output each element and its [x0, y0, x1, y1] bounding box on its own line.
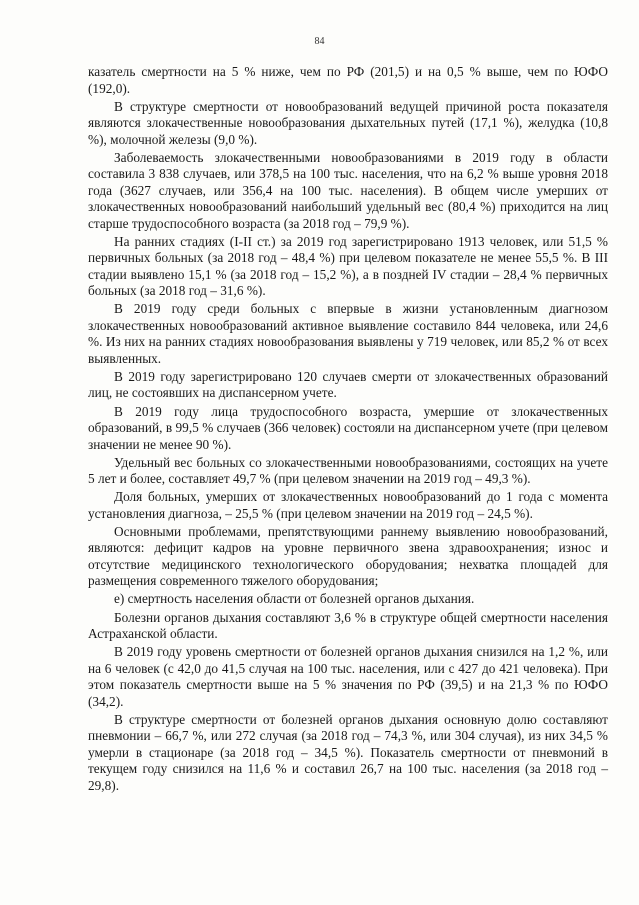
paragraph: Удельный вес больных со злокачественными новообразованиями, состоящих на учете 5 лет и более, составляет 49,7 % (при целевом значении на 2019 год – 49,3 %). [88, 454, 608, 487]
paragraph: Заболеваемость злокачественными новообразованиями в 2019 году в области составила 3 838 случаев, или 378,5 на 100 тыс. населения, что на 6,2 % выше уровня 2018 года (3627 случаев, или 356,4 на 100 тыс. населения). В общем числе умерших от злокачественных новообразований наибольший удельный вес (80,4 %) приходится на лиц старше трудоспособного возраста (за 2018 год – 79,9 %). [88, 149, 608, 231]
paragraph: В 2019 году лица трудоспособного возраста, умершие от злокачественных образований, в 99,5 % случаев (366 человек) состояли на диспансерном учете (при целевом значении не менее 90 %). [88, 403, 608, 452]
paragraph: В структуре смертности от болезней органов дыхания основную долю составляют пневмонии – 66,7 %, или 272 случая (за 2018 год – 74,3 %, или 304 случая), из них 34,5 % умерли в стационаре (за 2018 год – 34,5 %). Показатель смертности от пневмоний в текущем году снизился на 11,6 % и составил 26,7 на 100 тыс. населения (за 2018 год – 29,8). [88, 711, 608, 793]
paragraph: На ранних стадиях (I-II ст.) за 2019 год зарегистрировано 1913 человек, или 51,5 % первичных больных (за 2018 год – 48,4 %) при целевом показателе не менее 55,5 %. В III стадии выявлено 15,1 % (за 2018 год – 15,2 %), а в поздней IV стадии – 28,4 % первичных больных (за 2018 год – 31,6 %). [88, 233, 608, 299]
paragraph: Болезни органов дыхания составляют 3,6 % в структуре общей смертности населения Астраханской области. [88, 609, 608, 642]
paragraph: В 2019 году зарегистрировано 120 случаев смерти от злокачественных образований лиц, не состоявших на диспансерном учете. [88, 368, 608, 401]
paragraph: В структуре смертности от новообразований ведущей причиной роста показателя являются злокачественные новообразования дыхательных путей (17,1 %), желудка (10,8 %), молочной железы (9,0 %). [88, 98, 608, 147]
paragraph: е) смертность населения области от болезней органов дыхания. [114, 591, 475, 607]
paragraph: казатель смертности на 5 % ниже, чем по РФ (201,5) и на 0,5 % выше, чем по ЮФО (192,0). [88, 64, 608, 96]
page-body [88, 64, 608, 796]
page-number: 84 [314, 36, 325, 47]
paragraph: В 2019 году уровень смертности от болезней органов дыхания снизился на 1,2 %, или на 6 человек (с 42,0 до 41,5 случая на 100 тыс. населения, или с 427 до 421 человека). При этом показатель смертности выше на 5 % значения по РФ (39,5) и на 21,3 % по ЮФО (34,2). [88, 644, 608, 709]
paragraph: Основными проблемами, препятствующими раннему выявлению новообразований, являются: дефицит кадров на уровне первичного звена здравоохранения; износ и отсутствие медицинского технологического оборудования; нехватка площадей для размещения современного тяжелого оборудования; [88, 523, 608, 589]
paragraph: В 2019 году среди больных с впервые в жизни установленным диагнозом злокачественных новообразований активное выявление составило 844 человека, или 24,6 %. Из них на ранних стадиях новообразования выявлены у 719 человек, или 85,2 % от всех выявленных. [88, 301, 608, 366]
paragraph: Доля больных, умерших от злокачественных новообразований до 1 года с момента установления диагноза, – 25,5 % (при целевом значении на 2019 год – 24,5 %). [88, 489, 608, 521]
